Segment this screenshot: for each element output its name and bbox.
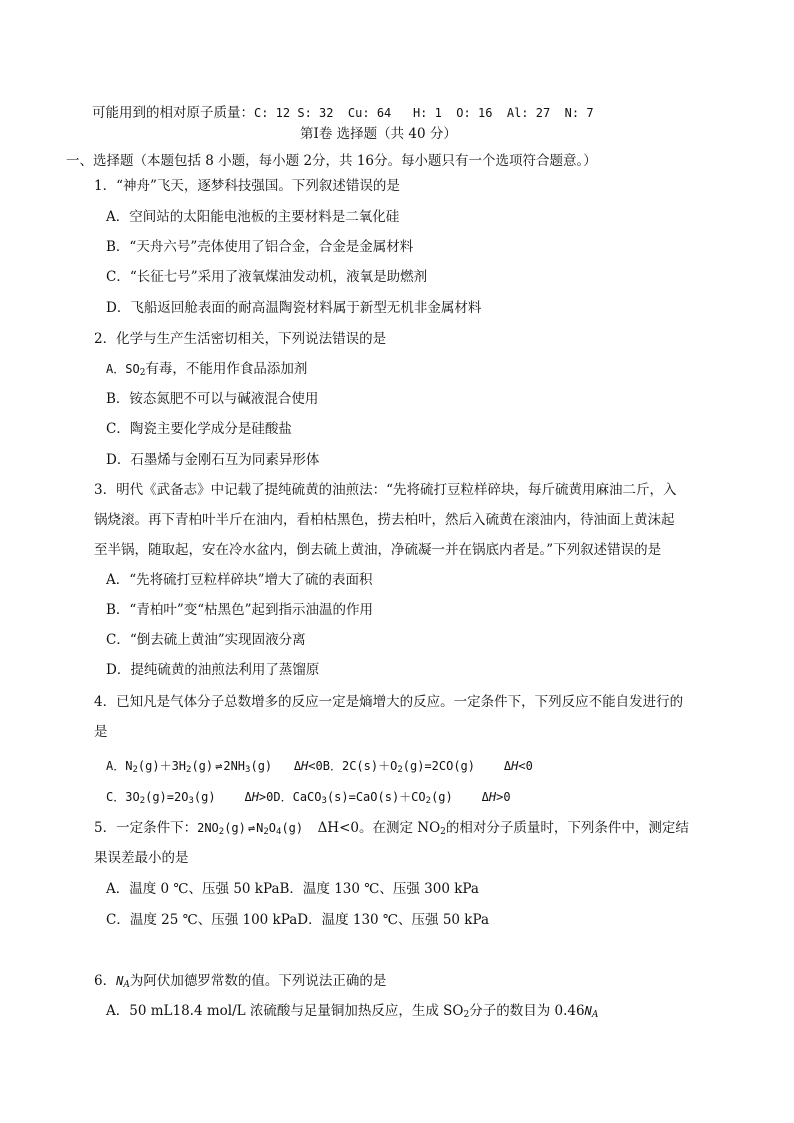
equilibrium-arrow-icon: ⇌ bbox=[247, 821, 255, 835]
q2-option-a: A．$SO_2$有毒，不能用作食品添加剂 bbox=[106, 361, 308, 378]
atomic-mass-label: 可能用到的相对原子质量： bbox=[92, 105, 254, 121]
atomic-mass-values: C: 12 S: 32 Cu: 64 H: 1 O: 16 Al: 27 N: 7 bbox=[254, 106, 594, 120]
q6-option-a: A．50 mL18.4 mol/L 浓硫酸与足量铜加热反应，生成 $SO_2$分子的数目为 $0.46N_A$ bbox=[106, 1003, 599, 1020]
q1-option-b: B．“天舟六号”壳体使用了铝合金，合金是金属材料 bbox=[106, 239, 414, 255]
q2-option-b: B．铵态氮肥不可以与碱液混合使用 bbox=[106, 391, 319, 407]
q5-stem-line2: 果误差最小的是 bbox=[94, 850, 189, 866]
section-intro: 一、选择题（本题包括 8 小题，每小题 2分，共 16分。每小题只有一个选项符合题意。） bbox=[66, 153, 597, 169]
q4-options-row2: C．$3O_2(g)=2O_3(g)$ ΔH>0D．$CaCO_3(s)=CaO(s)+CO_2(g)$ ΔH>0 bbox=[106, 790, 511, 806]
q1-option-c: C．“长征七号”采用了液氧煤油发动机，液氧是助燃剂 bbox=[106, 269, 428, 285]
q1-option-d: D．飞船返回舱表面的耐高温陶瓷材料属于新型无机非金属材料 bbox=[106, 300, 482, 316]
q3-option-c: C．“倒去硫上黄油”实现固液分离 bbox=[106, 632, 306, 648]
q5-options-row2: C．温度 25 ℃、压强 100 kPaD．温度 130 ℃、压强 50 kPa bbox=[106, 912, 489, 928]
q4-options-row1: A．$N_2(g)+3H_2(g)$ ⇌ $2NH_3(g)$ ΔH<0B．$2C(s)+O_2(g)=2CO(g)$ ΔH<0 bbox=[106, 756, 533, 776]
q1-stem: 1．“神舟”飞天，逐梦科技强国。下列叙述错误的是 bbox=[94, 178, 400, 194]
q6-stem: 6．$N_A$为阿伏加德罗常数的值。下列说法正确的是 bbox=[94, 973, 387, 990]
q3-option-b: B．“青柏叶”变“枯黑色”起到指示油温的作用 bbox=[106, 602, 374, 618]
equilibrium-arrow-icon: ⇌ bbox=[215, 759, 222, 773]
q5-options-row1: A．温度 0 ℃、压强 50 kPaB．温度 130 ℃、压强 300 kPa bbox=[106, 881, 479, 897]
q4-stem-line1: 4．已知凡是气体分子总数增多的反应一定是熵增大的反应。一定条件下，下列反应不能自发进行的 bbox=[94, 694, 684, 710]
q3-stem-line3: 至半锅，随取起，安在冷水盆内，倒去硫上黄油，净硫凝一并在锅底内者是。”下列叙述错误的是 bbox=[94, 542, 662, 558]
q3-stem-line2: 锅烧滚。再下青柏叶半斤在油内，看柏枯黑色，捞去柏叶，然后入硫黄在滚油内，待油面上黄沫起 bbox=[94, 512, 675, 528]
q1-option-a: A．空间站的太阳能电池板的主要材料是二氧化硅 bbox=[106, 209, 400, 225]
q5-stem-line1: 5．一定条件下：$2NO_2(g)$ ⇌ $N_2O_4(g)$ ΔH<0。在测定 $NO_2$的相对分子质量时，下列条件中，测定结 bbox=[94, 820, 689, 837]
section-title: 第Ⅰ卷 选择题（共 40 分） bbox=[300, 126, 457, 142]
q4-stem-line2: 是 bbox=[94, 724, 108, 740]
q2-option-d: D．石墨烯与金刚石互为同素异形体 bbox=[106, 452, 320, 468]
q3-stem-line1: 3．明代《武备志》中记载了提纯硫黄的油煎法：“先将硫打豆粒样碎块，每斤硫黄用麻油二斤，入 bbox=[94, 482, 677, 498]
q2-option-c: C．陶瓷主要化学成分是硅酸盐 bbox=[106, 421, 292, 437]
q2-stem: 2．化学与生产生活密切相关，下列说法错误的是 bbox=[94, 331, 387, 347]
atomic-mass-line bbox=[92, 103, 594, 123]
q3-option-d: D．提纯硫黄的油煎法利用了蒸馏原 bbox=[106, 662, 320, 678]
q3-option-a: A．“先将硫打豆粒样碎块”增大了硫的表面积 bbox=[106, 572, 373, 588]
